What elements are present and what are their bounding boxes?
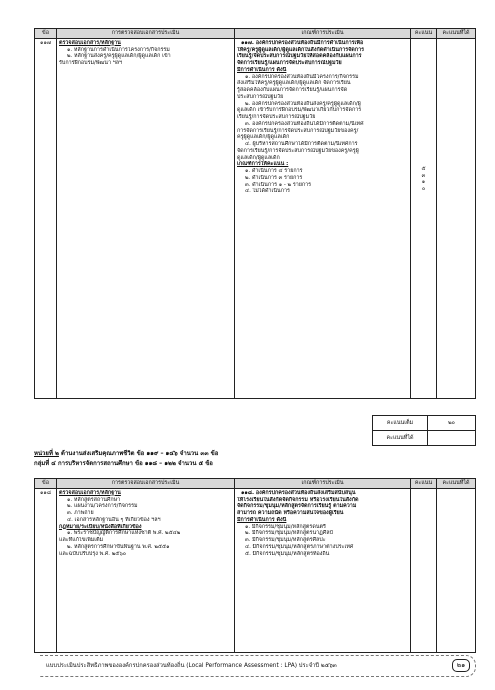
criteria-line: จัดกิจกรรม/ชุมนุม/หลักสูตรจัดการเรียนรู้ ตามความ (237, 503, 357, 510)
criteria-line: ๑. องค์กรปกครองส่วนท้องถิ่นมีโครงการ/กิจกรรม (245, 73, 359, 80)
unit-heading (34, 450, 218, 458)
criteria-line: ให้โรงเรียนในสังกัดจัดกิจกรรม หรือโรงเรียนในสังกัด (237, 496, 359, 503)
page-footer (40, 655, 476, 677)
criteria-line: ดูแลเด็ก/ผู้ดูแลเด็ก (237, 154, 280, 161)
header-score: คะแนน (411, 29, 437, 39)
table-row (35, 38, 476, 398)
header-score-got: คะแนนที่ได้ (437, 29, 476, 39)
criteria-line: จัดการเรียนรู้/แผนการจัดประสบการณ์ปฐมวัย (237, 60, 342, 66)
group-heading: กลุ่มที่ ๔ การบริหารจัดการสถานศึกษา ข้อ ๑๑๘ – ๑๒๒ จำนวน ๕ ข้อ (34, 460, 213, 467)
criteria-line: ให้ครู/ครูผู้ดูแลเด็ก/ผู้ดูแลเด็กในสังกัดดำเนินการจัดการ (237, 46, 364, 53)
scoring-label: ๔. ไม่ได้ดำเนินการ (245, 188, 290, 195)
header-no: ข้อ (35, 479, 57, 489)
score-value: ๐ (421, 186, 426, 192)
footer-text: แบบประเมินประสิทธิภาพขององค์กรปกครองส่วนท้องถิ่น (Local Performance Assessment : LPA) ประจำปี ๒๕๖๓ (46, 663, 337, 669)
check-line: และฉบับปรับปรุง พ.ศ. ๒๕๖๐ (59, 550, 127, 557)
criteria-line: เรียนรู้/จัดประสบการณ์ปฐมวัยให้สอดคล้องกับแผนการ (237, 53, 362, 60)
header-no: ข้อ (35, 29, 57, 39)
criteria-line: ๔. ผู้บริหารสถานศึกษาได้มีการติดตาม/นิเทศการ (245, 141, 358, 147)
score-value: ๕ (421, 165, 426, 172)
criteria-line: ๑. มีกิจกรรม/ชุมนุม/หลักสูตรดนตรี (245, 523, 326, 530)
criteria-line: ๔. มีกิจกรรม/ชุมนุม/หลักสูตรภาษาต่างประเทศ (245, 543, 354, 550)
criteria-line: ๑๑๘. องค์กรปกครองส่วนท้องถิ่นส่งเสริมสนับสนุน (241, 489, 356, 496)
header-criteria: เกณฑ์การประเมิน (235, 29, 411, 39)
check-heading: ตรวจสอบเอกสาร/หลักฐาน (59, 489, 121, 496)
criteria-subheading: มีการดำเนินการ ดังนี้ (237, 516, 287, 523)
criteria-line: จัดการเรียนรู้/การจัดประสบการณ์ปฐมวัยของครู/ครูผู้ (237, 147, 359, 154)
score-value: ๑ (421, 179, 426, 186)
criteria-cell (235, 38, 411, 398)
table-header-row (35, 479, 476, 489)
score-cell (411, 38, 437, 398)
score-got-cell[interactable] (437, 488, 476, 652)
criteria-line: ๓. องค์กรปกครองส่วนท้องถิ่นได้มีการติดตาม/นิเทศ (245, 120, 364, 127)
criteria-line: ครูผู้ดูแลเด็ก/ผู้ดูแลเด็ก (237, 134, 290, 141)
got-score-value[interactable] (428, 431, 476, 446)
criteria-line: ๑๑๗. องค์กรปกครองส่วนท้องถิ่นมีการดำเนินการเพื่อ (241, 39, 364, 46)
check-line: ๒. แผนงาน/โครงการ/กิจกรรม (67, 503, 138, 510)
criteria-line: ๒. องค์กรปกครองส่วนท้องถิ่นส่งครู/ครูผู้ดูแลเด็ก/ผู้ (245, 100, 361, 107)
scoring-label: ๓. ดำเนินการ ๑ - ๒ รายการ (245, 181, 312, 188)
check-line: ๑. พระราชบัญญัติการศึกษาแห่งชาติ พ.ศ. ๒๕๔๒ (67, 530, 181, 537)
score-summary (372, 415, 476, 446)
full-score-label: คะแนนเต็ม (373, 416, 428, 431)
score-value: ๓ (421, 172, 426, 179)
criteria-line: เรียนรู้/การจัดประสบการณ์ปฐมวัย (237, 114, 316, 120)
header-score: คะแนน (411, 479, 437, 489)
check-line: ๓. ภาพถ่าย (67, 510, 94, 516)
criteria-line: ส่งเสริมให้ครู/ครูผู้ดูแลเด็ก/ผู้ดูแลเด็ก จัดการเรียน (237, 80, 351, 87)
criteria-line: ๕. มีกิจกรรม/ชุมนุม/หลักสูตรท้องถิ่น (245, 550, 330, 557)
unit-prefix: หน่วยที่ ๒ (34, 450, 59, 457)
criteria-line: การจัดการเรียนรู้/การจัดประสบการณ์ปฐมวัยของครู/ (237, 127, 359, 134)
check-cell (57, 38, 235, 398)
criteria-line: ดูแลเด็ก เข้ารับการฝึกอบรม/พัฒนาเกี่ยวกับการจัดการ (237, 107, 362, 114)
assessment-table-item-118 (34, 478, 476, 653)
header-criteria: เกณฑ์การประเมิน (235, 479, 411, 489)
got-score-label: คะแนนที่ได้ (373, 431, 428, 446)
check-line: ๑. หลักฐานการดำเนินการโครงการ/กิจกรรม (67, 46, 170, 53)
criteria-cell (235, 488, 411, 652)
table-header-row (35, 29, 476, 39)
item-number: ๑๑๘ (35, 488, 57, 652)
unit-text: ด้านงานส่งเสริมคุณภาพชีวิต ข้อ ๑๑๙ – ๑๔๖ จำนวน ๓๓ ข้อ (58, 450, 219, 457)
criteria-line: รู้สอดคล้องกับแผนการจัดการเรียนรู้/แผนการจัด (237, 87, 348, 93)
check-line: ๑. หลักสูตรสถานศึกษา (67, 496, 121, 503)
check-line: รับการฝึกอบรม/พัฒนา ฯลฯ (59, 60, 123, 66)
criteria-line: ประสบการณ์ปฐมวัย (237, 93, 284, 100)
law-heading: กฎหมาย/ระเบียบ/หนังสือที่เกี่ยวข้อง (59, 523, 142, 530)
scoring-label: ๑. ดำเนินการ ๔ รายการ (245, 168, 303, 174)
check-line: ๔. เอกสารหลักฐานอื่น ๆ ที่เกี่ยวข้อง ฯลฯ (67, 516, 161, 523)
header-check: การตรวจสอบเอกสารประเมิน (57, 29, 235, 39)
check-line: และที่แก้ไขเพิ่มเติม (59, 537, 104, 543)
check-line: ๒. หลักฐานส่งครู/ครูผู้ดูแลเด็ก/ผู้ดูแลเด็ก เข้า (67, 53, 171, 60)
header-check: การตรวจสอบเอกสารประเมิน (57, 479, 235, 489)
page-number: ๒๑ (452, 659, 470, 672)
table-row (35, 488, 476, 652)
check-heading: ตรวจสอบเอกสาร/หลักฐาน (59, 39, 121, 46)
score-got-cell[interactable] (437, 38, 476, 398)
criteria-line: ๓. มีกิจกรรม/ชุมนุม/หลักสูตรศิลปะ (245, 537, 326, 543)
criteria-line: สามารถ ความถนัด หรือความสนใจของผู้เรียน (237, 510, 344, 516)
check-line: ๒. หลักสูตรการศึกษาขั้นพื้นฐาน พ.ศ. ๒๕๕๑ (67, 543, 170, 550)
item-number: ๑๑๗ (35, 38, 57, 398)
score-cell (411, 488, 437, 652)
criteria-line: ๒. มีกิจกรรม/ชุมนุม/หลักสูตรนาฏศิลป์ (245, 530, 333, 537)
full-score-value: ๒๐ (428, 416, 476, 431)
header-score-got: คะแนนที่ได้ (437, 479, 476, 489)
scoring-label: ๒. ดำเนินการ ๓ รายการ (245, 174, 303, 181)
assessment-table-item-117 (34, 28, 476, 399)
criteria-subheading: มีการดำเนินการ ดังนี้ (237, 66, 287, 73)
check-cell (57, 488, 235, 652)
scoring-heading: เกณฑ์การให้คะแนน : (237, 161, 289, 168)
